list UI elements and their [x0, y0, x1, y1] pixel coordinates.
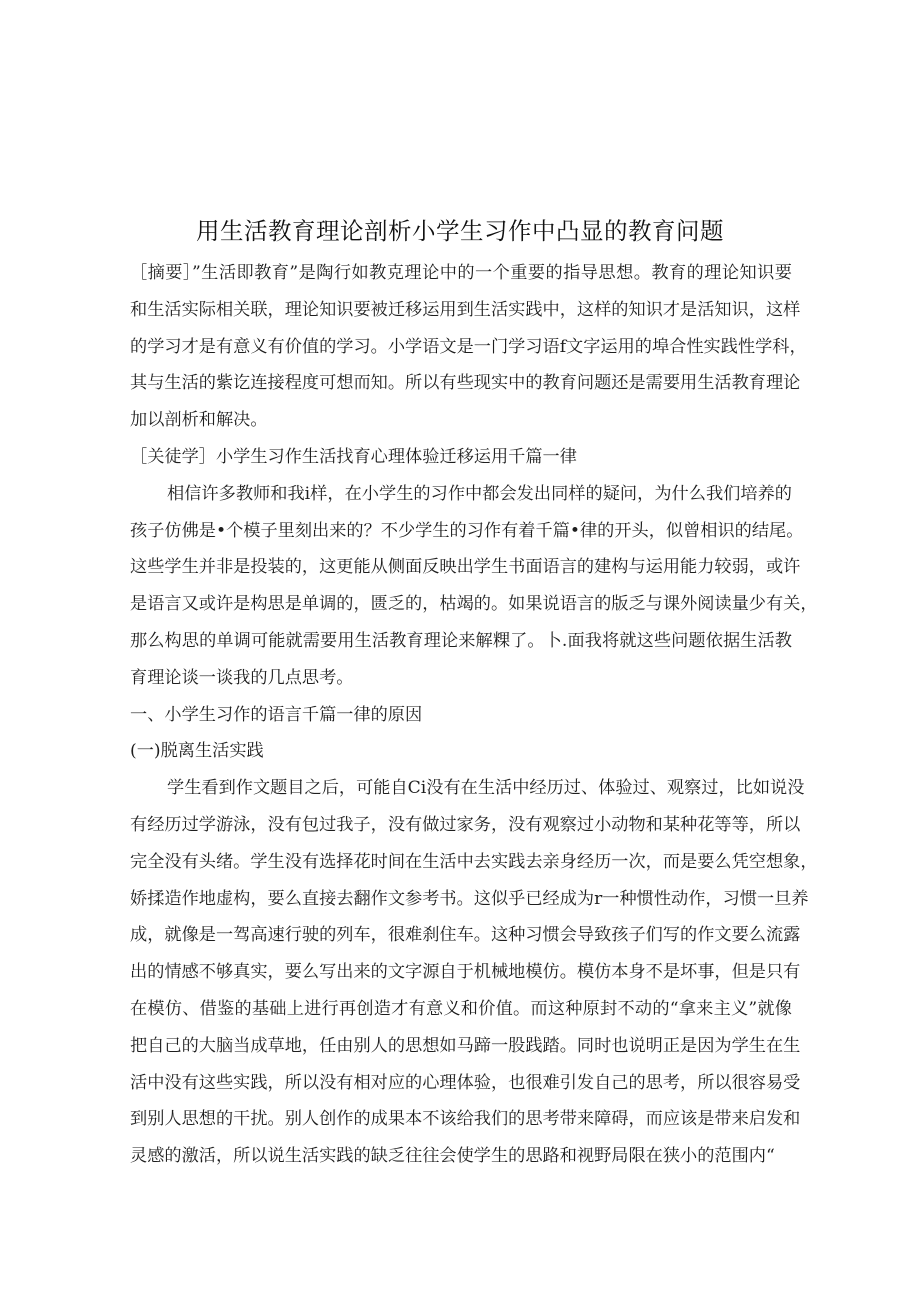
intro-line: 孩子仿佛是•个模子里刻出来的？不少学生的习作有着千篇•律的开头，似曾相识的结尾。	[130, 520, 804, 541]
intro-paragraph	[130, 476, 818, 697]
subsection-heading: (一)脱离生活实践	[130, 741, 264, 762]
abstract-line: 加以剖析和解决。	[130, 410, 268, 431]
intro-line: 这些学生并非是投装的，这更能从侧面反映出学生书面语言的建构与运用能力较弱，或许	[130, 557, 801, 578]
section-heading: 一、小学生习作的语言千篇一律的原因	[130, 704, 423, 725]
intro-line: 育理论谈一谈我的几点思考。	[130, 667, 354, 688]
abstract-line: 和生活实际相关联，理论知识要被迁移运用到生活实践中，这样的知识才是活知识，这样	[130, 299, 801, 320]
abstract-line: 其与生活的紫讫连接程度可想而知。所以有些现实中的教育问题还是需要用生活教育理论	[130, 373, 801, 394]
section-line: 娇揉造作地虚构，要么直接去翻作文参考书。这似乎已经成为r一种惯性动作，习惯一旦养	[130, 888, 809, 909]
abstract-line: 的学习才是有意义有价值的学习。小学语文是一门学习语f文字运用的埠合性实践性学科，	[130, 336, 807, 357]
section-line: 到别人思想的干扰。别人创作的成果本不该给我们的思考带来障碍，而应该是带来启发和	[130, 1109, 801, 1130]
section-line: 把自己的大脑当成草地，任由别人的思想如马蹄一股践踏。同时也说明正是因为学生在生	[130, 1035, 801, 1056]
document-body	[130, 255, 818, 1175]
intro-line: 那么构思的单调可能就需要用生活教育理论来解粿了。卜.面我将就这些问题依据生活教	[130, 630, 792, 651]
keywords-line: ［关徒学］小学生习作生活找育心理体验迁移运用千篇一律	[130, 446, 577, 467]
intro-line: 是语言又或许是构思是单调的，匮乏的，枯竭的。如果说语言的版乏与课外阅读量少有关，	[130, 594, 818, 615]
section-line: 成，就像是一驾高速行驶的列车，很难刹住车。这种习惯会导致孩子们写的作文要么流露	[130, 925, 801, 946]
section-paragraph	[130, 770, 818, 1175]
section-line: 完全没有头绪。学生没有选择花时间在生活中去实践去亲身经历一次，而是要么凭空想象，	[130, 851, 818, 872]
abstract-line: ［摘要］”生活即教育”是陶行如教克理论中的一个重要的指导思想。教育的理论知识要	[130, 263, 792, 283]
section-line: 活中没有这些实践，所以没有相对应的心理体验，也很难引发自己的思考，所以很容易受	[130, 1072, 801, 1093]
section-line: 有经历过学游泳，没有包过我子，没有做过家务，没有观察过小动物和某种花等等，所以	[130, 814, 801, 835]
abstract-paragraph	[130, 255, 807, 439]
section-line: 灵感的激活，所以说生活实践的缺乏往往会使学生的思路和视野局限在狭小的范围内“	[130, 1146, 775, 1167]
section-line: 学生看到作文题目之后，可能自Ci没有在生活中经历过、体验过、观察过，比如说没	[167, 778, 805, 799]
section-line: 在模仿、借鉴的基础上进行再创造才有意义和价值。而这种原封不动的“拿来主义”就像	[130, 998, 792, 1019]
section-line: 出的情感不够真实，要么写出来的文字源自于机械地模仿。模仿本身不是坏事，但是只有	[130, 962, 801, 983]
intro-line: 相信许多教师和我i样，在小学生的习作中都会发出同样的疑问，为什么我们培养的	[167, 483, 792, 504]
document-title: 用生活教育理论剖析小学生习作中凸显的教育问题	[196, 217, 724, 245]
